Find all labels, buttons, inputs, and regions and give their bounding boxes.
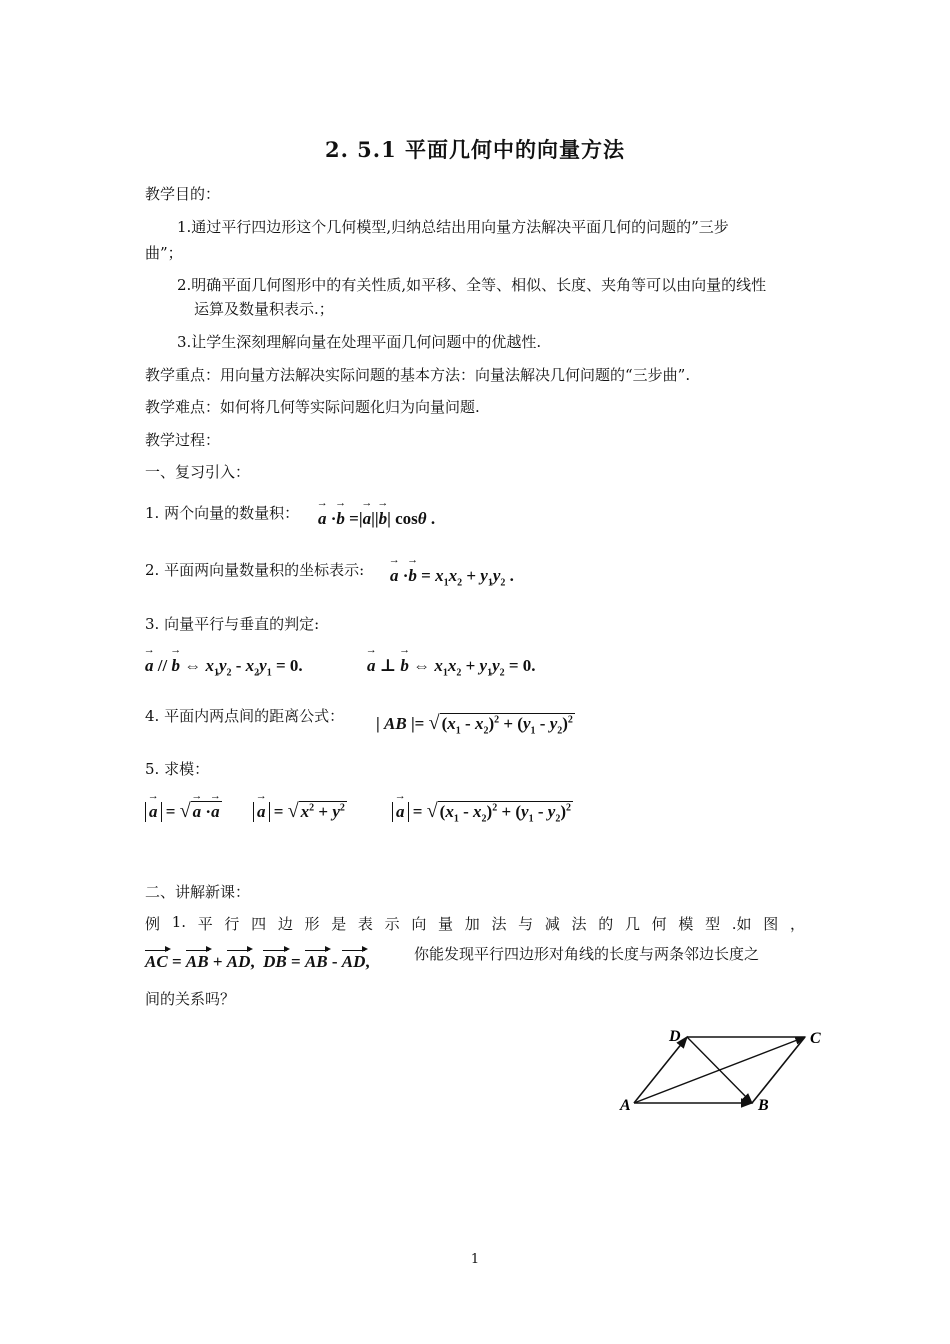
page-number: 1: [470, 1252, 480, 1267]
dot-product-coordinate-formula: → $a \cdot\to b = x_1x_2 + y_1y_2$ .: [390, 566, 514, 588]
section-2-heading: 二、讲解新课：: [145, 883, 251, 901]
review-3-label: 3. 向量平行与垂直的判定:: [145, 615, 320, 633]
objective-1-line-1: 1.通过平行四边形这个几何模型,归纳总结出用向量方法解决平面几何的问题的”三步: [177, 218, 729, 236]
objective-1-line-2: 曲”；: [145, 244, 183, 262]
label-D: D: [669, 1028, 681, 1045]
page-title: 2. 5.1 平面几何中的向量方法: [324, 137, 626, 162]
key-points: 教学重点：用向量方法解决实际问题的基本方法：向量法解决几何问题的“三步曲”.: [145, 366, 691, 384]
label-C: C: [810, 1030, 821, 1047]
modulus-formula-3: → a = √ $(x_1 - x_2)^2 + (y_1 - y_2)^2$: [392, 800, 573, 824]
modulus-formula-1: → a = √→ a ·→ a: [145, 800, 222, 823]
difficulties: 教学难点：如何将几何等实际问题化归为向量问题.: [145, 398, 480, 416]
diagonal-DB: [687, 1037, 752, 1103]
example-1-line-2-text: 你能发现平行四边形对角线的长度与两条邻边长度之: [414, 945, 760, 963]
parallel-condition: → a // → b ⇔ $x_1y_2 - x_2y_1 = 0$.: [145, 656, 303, 678]
example-1-line-1: 例 1. 平 行 四 边 形 是 表 示 向 量 加 法 与 减 法 的 几 何 模 型 .如 图 ，: [145, 913, 805, 933]
distance-formula: | AB |= √ $(x_1 - x_2)^2 + (y_1 - y_2)^2$: [376, 712, 573, 737]
perpendicular-condition: → a ⊥ → b ⇔ $x_1x_2 + y_1y_2 = 0$.: [367, 656, 536, 678]
objective-2-line-2: 运算及数量积表示.；: [194, 300, 334, 318]
objective-2-line-1: 2.明确平面几何图形中的有关性质,如平移、全等、相似、长度、夹角等可以由向量的线性: [177, 276, 767, 294]
process-heading: 教学过程：: [145, 431, 221, 449]
objective-3: 3.让学生深刻理解向量在处理平面几何问题中的优越性.: [177, 333, 542, 351]
label-B: B: [758, 1097, 769, 1114]
review-1-label: 1. 两个向量的数量积：: [145, 504, 300, 522]
section-1-heading: 一、复习引入：: [145, 463, 251, 481]
example-1-line-3: 间的关系吗？: [145, 990, 236, 1008]
modulus-formula-2: → a = √ $x^2 + y^2$: [253, 800, 347, 823]
objectives-heading: 教学目的：: [145, 185, 221, 203]
label-A: A: [620, 1097, 631, 1114]
dot-product-formula: → a ·→ b =|→ a||→ b| cosθ .: [318, 509, 435, 529]
vector-sum-formulas: AC = AB + AD, DB = AB - AD,: [145, 952, 370, 971]
review-2-label: 2. 平面两向量数量积的坐标表示:: [145, 561, 365, 579]
parallelogram-diagram: [612, 1018, 842, 1128]
review-4-label: 4. 平面内两点间的距离公式：: [145, 707, 345, 725]
review-5-label: 5. 求模：: [145, 760, 210, 778]
